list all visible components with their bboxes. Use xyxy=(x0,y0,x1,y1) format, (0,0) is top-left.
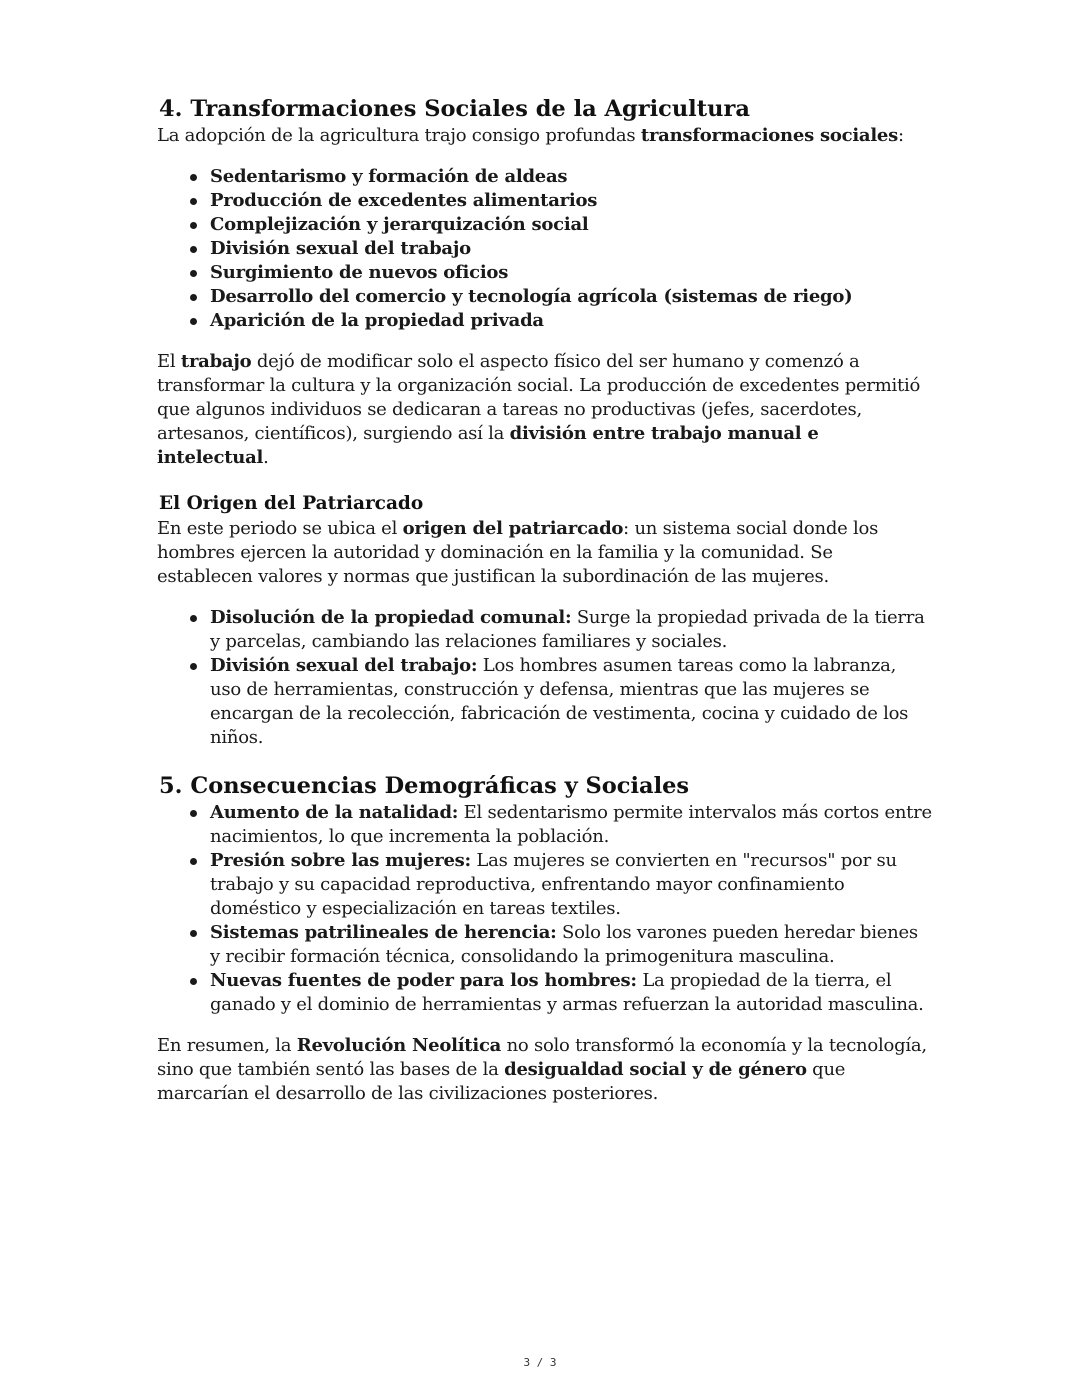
list-item: Complejización y jerarquización social xyxy=(210,213,932,237)
item-text: Las mujeres se convierten en "recursos" por su trabajo y su capacidad reproductiva, enfrentando mayor confinamiento doméstico y especialización en tareas textiles. xyxy=(210,850,897,919)
para-text: El xyxy=(157,351,181,372)
page-number: 3 / 3 xyxy=(523,1356,557,1369)
item-term: Presión sobre las mujeres: xyxy=(210,850,471,871)
summary-text: En resumen, la xyxy=(157,1035,297,1056)
summary-text: no solo transformó la economía y la tecnología, sino que también sentó las bases de la xyxy=(157,1035,927,1080)
intro-text: La adopción de la agricultura trajo consigo profundas xyxy=(157,125,641,146)
item-term: Nuevas fuentes de poder para los hombres: xyxy=(210,970,637,991)
summary-bold: desigualdad social y de género xyxy=(504,1059,807,1080)
item-term: División sexual del trabajo: xyxy=(210,655,478,676)
summary-paragraph xyxy=(157,1034,932,1106)
transformations-list xyxy=(157,165,932,333)
item-text: Surge la propiedad privada de la tierra y parcelas, cambiando las relaciones familiares y sociales. xyxy=(210,607,925,652)
list-item: Desarrollo del comercio y tecnología agrícola (sistemas de riego) xyxy=(210,285,932,309)
intro-bold: origen del patriarcado xyxy=(402,518,624,539)
intro-bold: transformaciones sociales xyxy=(640,125,899,146)
section-4-heading: 4. Transformaciones Sociales de la Agricultura xyxy=(159,96,750,122)
item-text: Solo los varones pueden heredar bienes y recibir formación técnica, consolidando la primogenitura masculina. xyxy=(210,922,918,967)
para-text: . xyxy=(263,447,269,468)
summary-text: que marcarían el desarrollo de las civilizaciones posteriores. xyxy=(157,1059,846,1104)
intro-text-end: : xyxy=(898,125,904,146)
list-item xyxy=(210,921,932,969)
para-bold: trabajo xyxy=(180,351,252,372)
item-text: Los hombres asumen tareas como la labranza, uso de herramientas, construcción y defensa, mientras que las mujeres se encargan de la recolección, fabricación de vestimenta, cocina y cuidado de los niños. xyxy=(210,655,909,748)
list-item: Producción de excedentes alimentarios xyxy=(210,189,932,213)
section-5-heading: 5. Consecuencias Demográficas y Sociales xyxy=(159,773,690,799)
section-4-intro xyxy=(157,124,932,148)
list-item: Surgimiento de nuevos oficios xyxy=(210,261,932,285)
list-item xyxy=(210,969,932,1017)
consequences-list xyxy=(157,801,932,1017)
list-item xyxy=(210,849,932,921)
list-item: Sedentarismo y formación de aldeas xyxy=(210,165,932,189)
intro-text: En este periodo se ubica el xyxy=(157,518,403,539)
summary-bold: Revolución Neolítica xyxy=(296,1035,502,1056)
para-bold: división entre trabajo manual e intelectual xyxy=(157,423,819,468)
item-text: El sedentarismo permite intervalos más cortos entre nacimientos, lo que incrementa la población. xyxy=(210,802,932,847)
patriarcado-heading: El Origen del Patriarcado xyxy=(159,493,424,514)
item-text: La propiedad de la tierra, el ganado y el dominio de herramientas y armas refuerzan la autoridad masculina. xyxy=(210,970,924,1015)
list-item xyxy=(210,606,932,654)
list-item: Aparición de la propiedad privada xyxy=(210,309,932,333)
item-term: Disolución de la propiedad comunal: xyxy=(210,607,572,628)
document-page xyxy=(157,94,932,1106)
intro-text: : un sistema social donde los hombres ejercen la autoridad y dominación en la familia y la comunidad. Se establecen valores y normas que justifican la subordinación de las mujeres. xyxy=(157,518,879,587)
item-term: Sistemas patrilineales de herencia: xyxy=(210,922,557,943)
list-item xyxy=(210,801,932,849)
patriarcado-intro xyxy=(157,517,932,589)
section-4-paragraph xyxy=(157,350,932,470)
item-term: Aumento de la natalidad: xyxy=(210,802,459,823)
para-text: dejó de modificar solo el aspecto físico del ser humano y comenzó a transformar la cultura y la organización social. La producción de excedentes permitió que algunos individuos se dedicaran a tareas no productivas (jefes, sacerdotes, artesanos, científicos), surgiendo así la xyxy=(157,351,921,444)
list-item: División sexual del trabajo xyxy=(210,237,932,261)
patriarcado-list xyxy=(157,606,932,750)
list-item xyxy=(210,654,932,750)
